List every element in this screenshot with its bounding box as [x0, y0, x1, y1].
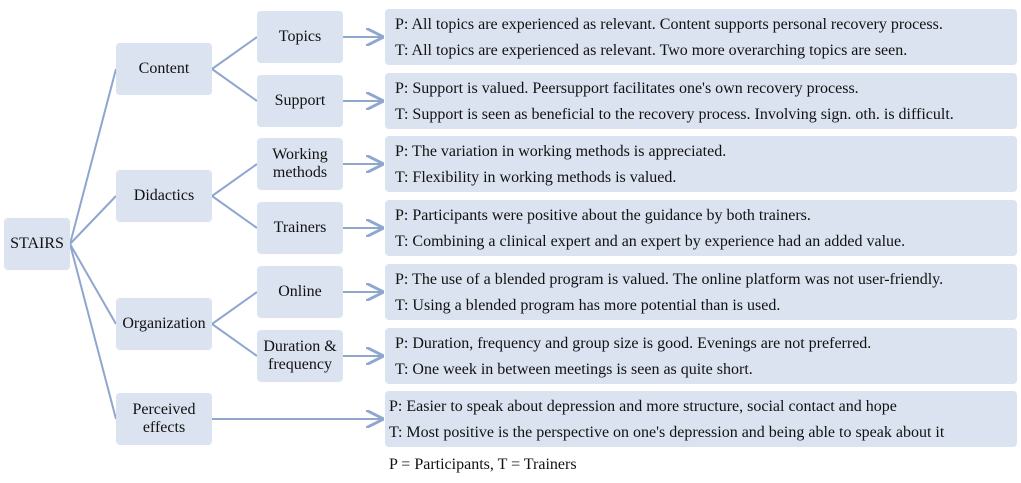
connector-root-organization [70, 244, 116, 324]
connector-root-effects [70, 244, 116, 419]
root-node: STAIRS [4, 218, 70, 270]
subcategory-working-methods: Working methods [257, 138, 343, 190]
subcategory-topics: Topics [257, 11, 343, 63]
trainer-finding: T: Flexibility in working methods is valued. [395, 169, 677, 186]
category-content: Content [116, 43, 212, 95]
description-online [385, 264, 1017, 320]
legend: P = Participants, T = Trainers [389, 456, 577, 473]
participant-finding: P: Participants were positive about the guidance by both trainers. [395, 207, 811, 224]
participant-finding: P: The use of a blended program is valued. The online platform was not user-friendly. [395, 271, 944, 288]
category-didactics: Didactics [116, 170, 212, 222]
participant-finding: P: All topics are experienced as relevant. Content supports personal recovery process. [395, 16, 943, 33]
description-trainers [385, 200, 1017, 256]
subcategory-support: Support [257, 75, 343, 127]
participant-finding: P: Duration, frequency and group size is good. Evenings are not preferred. [395, 335, 872, 352]
category-organization: Organization [116, 298, 212, 350]
connector-root-content [70, 69, 116, 244]
connector-didactics-trainers [212, 196, 257, 228]
subcategory-duration-frequency: Duration & frequency [257, 330, 343, 382]
trainer-finding: T: Combining a clinical expert and an expert by experience had an added value. [395, 233, 906, 250]
description-perceived-effects [385, 391, 1017, 447]
subcategory-online: Online [257, 266, 343, 318]
description-support [385, 73, 1017, 129]
connector-content-support [212, 69, 257, 101]
trainer-finding: T: All topics are experienced as relevant. Two more overarching topics are seen. [395, 42, 908, 59]
connector-didactics-working [212, 164, 257, 196]
description-topics [385, 9, 1017, 65]
category-perceived-effects: Perceived effects [116, 393, 212, 445]
trainer-finding: T: Support is seen as beneficial to the recovery process. Involving sign. oth. is difficult. [395, 106, 954, 123]
subcategory-trainers: Trainers [257, 202, 343, 254]
connector-organization-duration [212, 324, 257, 356]
description-working-methods [385, 136, 1017, 192]
trainer-finding: T: Most positive is the perspective on one's depression and being able to speak about it [389, 424, 945, 441]
participant-finding: P: Easier to speak about depression and more structure, social contact and hope [389, 398, 897, 415]
connector-organization-online [212, 292, 257, 324]
trainer-finding: T: One week in between meetings is seen as quite short. [395, 361, 753, 378]
participant-finding: P: Support is valued. Peersupport facilitates one's own recovery process. [395, 80, 859, 97]
connector-content-topics [212, 37, 257, 69]
description-duration-frequency [385, 328, 1017, 384]
participant-finding: P: The variation in working methods is appreciated. [395, 143, 727, 160]
trainer-finding: T: Using a blended program has more potential than is used. [395, 297, 781, 314]
